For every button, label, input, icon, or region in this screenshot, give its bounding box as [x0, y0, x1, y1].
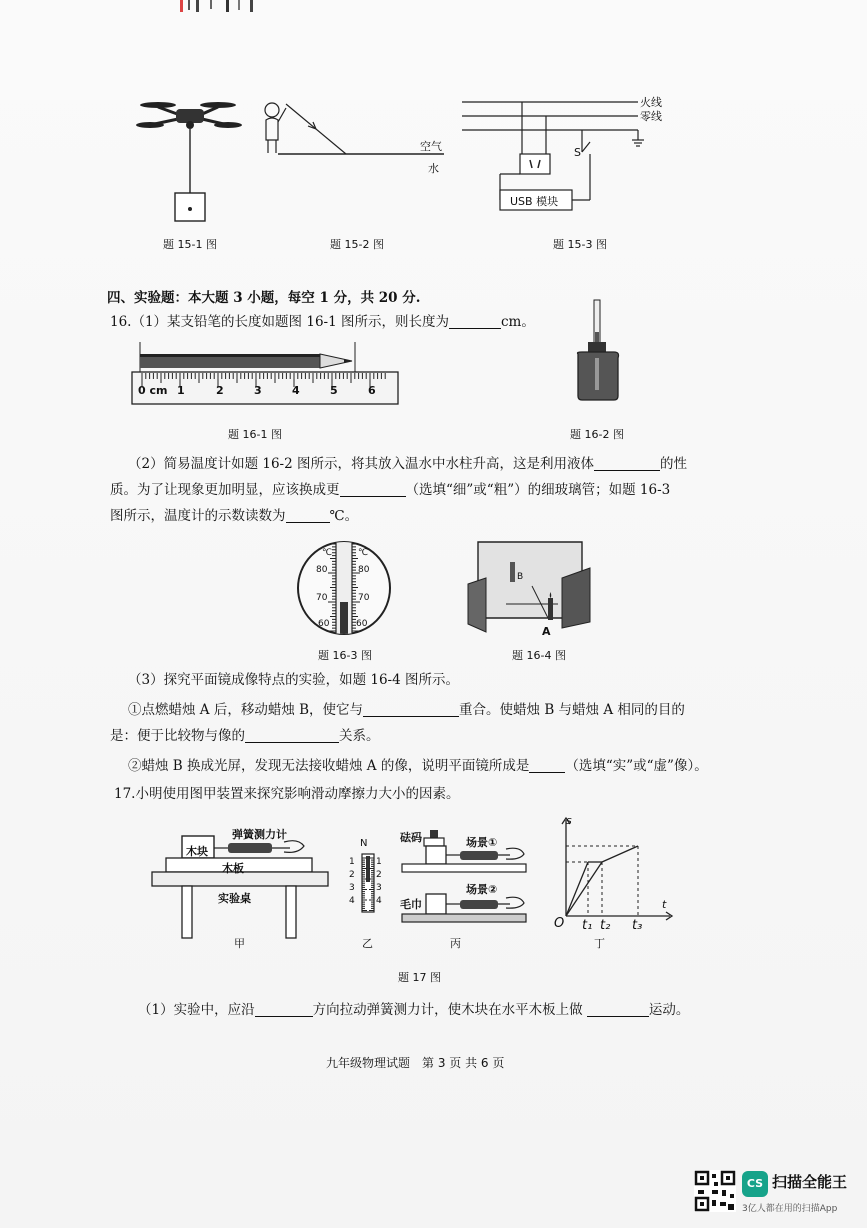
q16-part3-text-a: ①点燃蜡烛 A 后，移动蜡烛 B，使它与 — [128, 702, 364, 718]
q16-part2-text-d: （选填“细”或“粗”）的细玻璃管；如题 16-3 — [405, 482, 671, 498]
yi-tick-1-left: 1 — [349, 857, 355, 867]
answer-blank-image-type[interactable] — [529, 758, 565, 773]
q16-part2-text-c: 质。为了让现象更加明显，应该换成更 — [110, 482, 340, 498]
answer-blank-temperature[interactable] — [286, 508, 330, 523]
therm-tick-60-right: 60 — [356, 619, 368, 629]
label-usb-module: USB 模块 — [510, 195, 559, 208]
q16-part2-text-f: ℃。 — [329, 508, 359, 524]
yi-tick-3-left: 3 — [349, 883, 355, 893]
therm-tick-80-right: 80 — [358, 565, 370, 575]
label-t2: t₂ — [600, 918, 611, 933]
label-wood-block: 木块 — [186, 845, 208, 858]
caption-16-1: 题 16-1 图 — [228, 428, 282, 441]
label-towel: 毛巾 — [400, 898, 422, 911]
q16-part3-text-e: ②蜡烛 B 换成光屏，发现无法接收蜡烛 A 的像，说明平面镜所成是 — [128, 758, 530, 774]
q16-part2-text-b: 的性 — [660, 456, 687, 472]
figure-15-1-drone — [130, 95, 250, 225]
ruler-label-5: 5 — [330, 384, 338, 397]
ruler-labels — [130, 384, 400, 400]
q17-part1-text-c: 运动。 — [648, 1002, 690, 1018]
yi-tick-4-right: 4 — [376, 896, 382, 906]
qr-code-icon — [694, 1170, 736, 1212]
therm-tick-70-left: 70 — [316, 593, 328, 603]
label-t1: t₁ — [582, 918, 593, 933]
yi-tick-4-left: 4 — [349, 896, 355, 906]
figure-16-2-bottle-thermometer — [568, 298, 628, 404]
label-origin: O — [554, 916, 565, 931]
q16-part3-text-d: 关系。 — [339, 728, 380, 744]
camscanner-logo-icon: CS — [742, 1171, 768, 1197]
caption-16-2: 题 16-2 图 — [570, 428, 624, 441]
ruler-label-2: 2 — [216, 384, 224, 397]
label-candle-a: A — [542, 625, 551, 638]
ruler-label-4: 4 — [292, 384, 300, 397]
answer-blank-length[interactable] — [449, 314, 501, 329]
label-live-wire: 火线 — [640, 96, 662, 109]
label-weight: 砝码 — [400, 831, 422, 844]
label-neutral-wire: 零线 — [640, 110, 662, 123]
figure-17-ding-st-graph — [556, 816, 676, 926]
label-s-axis: s — [566, 814, 572, 827]
label-jia: 甲 — [234, 937, 245, 950]
figure-16-4-plane-mirror — [466, 538, 600, 638]
q16-part3-text-c: 是：便于比较物与像的 — [110, 728, 245, 744]
q16-part3-line1 — [128, 700, 685, 720]
label-ding: 丁 — [594, 937, 605, 950]
q16-part1-text: 16.（1）某支铅笔的长度如题图 16-1 图所示，则长度为 — [110, 314, 449, 330]
q16-part2-line1 — [128, 454, 687, 474]
q16-part3-intro: （3）探究平面镜成像特点的实验，如题 16-4 图所示。 — [128, 672, 459, 688]
label-water: 水 — [428, 162, 439, 175]
label-yi: 乙 — [362, 937, 373, 950]
label-lab-table: 实验桌 — [218, 892, 251, 905]
page-footer: 九年级物理试题 第 3 页 共 6 页 — [326, 1056, 505, 1070]
therm-unit-right: ℃ — [358, 548, 369, 558]
label-bing: 丙 — [450, 937, 461, 950]
answer-blank-motion[interactable] — [587, 1002, 649, 1017]
q16-part3-line3 — [128, 756, 708, 776]
ruler-label-0: 0 cm — [138, 384, 168, 397]
figure-15-3-circuit — [460, 94, 660, 214]
yi-tick-2-left: 2 — [349, 870, 355, 880]
label-candle-b: B — [517, 572, 524, 582]
label-t-axis: t — [662, 898, 667, 911]
answer-blank-overlap[interactable] — [363, 702, 459, 717]
label-scene-1: 场景① — [466, 836, 498, 849]
label-scene-2: 场景② — [466, 883, 498, 896]
watermark-brand: 扫描全能王 — [772, 1173, 848, 1191]
ruler-label-6: 6 — [368, 384, 376, 397]
ruler-label-1: 1 — [177, 384, 185, 397]
q17-part1-text-a: （1）实验中，应沿 — [138, 1002, 255, 1018]
label-wood-board: 木板 — [222, 862, 244, 875]
q16-part2-text-e: 图所示，温度计的示数读数为 — [110, 508, 286, 524]
therm-unit-left: ℃ — [322, 548, 333, 558]
q16-part2-line2 — [110, 480, 670, 500]
label-air: 空气 — [420, 140, 442, 153]
q17-part1 — [138, 1000, 689, 1020]
answer-blank-direction[interactable] — [255, 1002, 313, 1017]
q17-part1-text-b: 方向拉动弹簧测力计，使木块在水平木板上做 — [312, 1002, 583, 1018]
label-spring-scale: 弹簧测力计 — [232, 828, 287, 841]
q16-part1-unit: cm。 — [500, 314, 535, 330]
section-title: 四、实验题：本大题 3 小题，每空 1 分，共 20 分. — [107, 290, 421, 306]
caption-16-3: 题 16-3 图 — [318, 649, 372, 662]
yi-tick-2-right: 2 — [376, 870, 382, 880]
yi-tick-3-right: 3 — [376, 883, 382, 893]
yi-tick-1-right: 1 — [376, 857, 382, 867]
q16-part2-line3 — [110, 506, 358, 526]
yi-unit: N — [360, 838, 368, 849]
answer-blank-thin-thick[interactable] — [340, 482, 406, 497]
q16-part1 — [110, 312, 535, 332]
caption-15-3: 题 15-3 图 — [553, 238, 607, 251]
therm-tick-80-left: 80 — [316, 565, 328, 575]
q16-part3-text-f: （选填“实”或“虚”像）。 — [565, 758, 708, 774]
caption-15-2: 题 15-2 图 — [330, 238, 384, 251]
q17-title: 17.小明使用图甲装置来探究影响滑动摩擦力大小的因素。 — [114, 786, 460, 802]
label-switch-s: S — [574, 146, 581, 159]
therm-tick-70-right: 70 — [358, 593, 370, 603]
thermometer-labels — [296, 540, 392, 636]
q16-part3-line2 — [110, 726, 380, 746]
therm-tick-60-left: 60 — [318, 619, 330, 629]
spring-scale-labels — [346, 838, 386, 914]
scan-edge-marks — [180, 0, 280, 14]
watermark-subtitle: 3亿人都在用的扫描App — [742, 1204, 838, 1214]
label-t3: t₃ — [632, 918, 643, 933]
q16-part2-text-a: （2）简易温度计如题 16-2 图所示，将其放入温水中水柱升高，这是利用液体 — [128, 456, 594, 472]
caption-15-1: 题 15-1 图 — [163, 238, 217, 251]
answer-blank-property[interactable] — [594, 456, 660, 471]
caption-17: 题 17 图 — [398, 971, 441, 984]
ruler-label-3: 3 — [254, 384, 262, 397]
answer-blank-relation[interactable] — [245, 728, 339, 743]
q16-part3-text-b: 重合。使蜡烛 B 与蜡烛 A 相同的目的 — [459, 702, 685, 718]
caption-16-4: 题 16-4 图 — [512, 649, 566, 662]
